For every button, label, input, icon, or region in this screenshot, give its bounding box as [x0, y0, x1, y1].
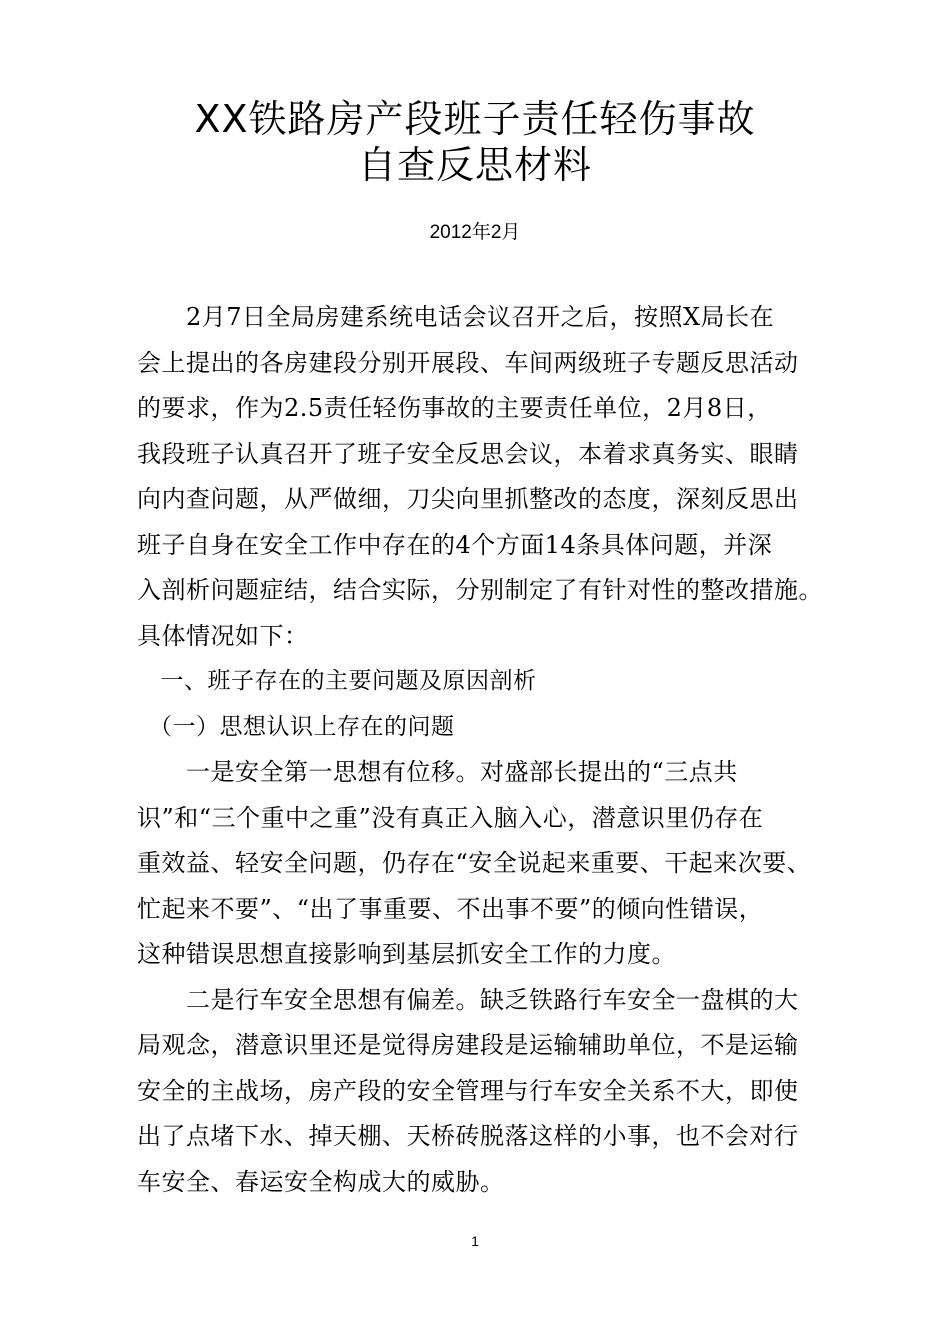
section-heading: 一、班子存在的主要问题及原因剖析	[137, 668, 537, 694]
body-line: 这种错误思想直接影响到基层抓安全工作的力度。	[137, 940, 676, 968]
document-title-line-1: XX铁路房产段班子责任轻伤事故	[194, 97, 756, 141]
body-line: 一是安全第一思想有位移。对盛部长提出的“三点共	[137, 758, 738, 786]
body-line: 向内查问题，从严做细，刀尖向里抓整改的态度，深刻反思出	[137, 485, 799, 513]
body-line: 我段班子认真召开了班子安全反思会议，本着求真务实、眼睛	[137, 439, 799, 468]
body-line: 忙起来不要”、“出了事重要、不出事不要”的倾向性错误，	[137, 894, 764, 923]
body-line: 会上提出的各房建段分别开展段、车间两级班子专题反思活动	[137, 348, 799, 377]
body-line: 识”和“三个重中之重”没有真正入脑入心，潜意识里仍存在	[137, 803, 764, 832]
body-line: 班子自身在安全工作中存在的4个方面14条具体问题，并深	[137, 530, 773, 559]
body-line: 具体情况如下：	[137, 621, 309, 650]
body-line: 重效益、轻安全问题，仍存在“安全说起来重要、干起来次要、	[137, 849, 812, 877]
body-line: 二是行车安全思想有偏差。缺乏铁路行车安全一盘棋的大	[137, 985, 799, 1014]
document-date: 2012年2月	[429, 222, 521, 243]
body-line: 的要求，作为2.5责任轻伤事故的主要责任单位，2月8日，	[137, 394, 772, 422]
body-line: 安全的主战场，房产段的安全管理与行车安全关系不大，即使	[137, 1076, 799, 1105]
body-line: 车安全、春运安全构成大的威胁。	[137, 1167, 505, 1196]
body-line: 入剖析问题症结，结合实际，分别制定了有针对性的整改措施。	[137, 576, 823, 604]
body-line: 出了点堵下水、掉天棚、天桥砖脱落这样的小事，也不会对行	[137, 1122, 799, 1150]
subsection-heading: （一）思想认识上存在的问题	[137, 713, 455, 740]
body-line: 局观念，潜意识里还是觉得房建段是运输辅助单位，不是运输	[137, 1031, 799, 1059]
page-number: 1	[471, 1233, 479, 1249]
document-body	[137, 295, 857, 1205]
document-title-line-2: 自查反思材料	[357, 143, 592, 187]
body-line: 2月7日全局房建系统电话会议召开之后，按照X局长在	[137, 303, 775, 331]
